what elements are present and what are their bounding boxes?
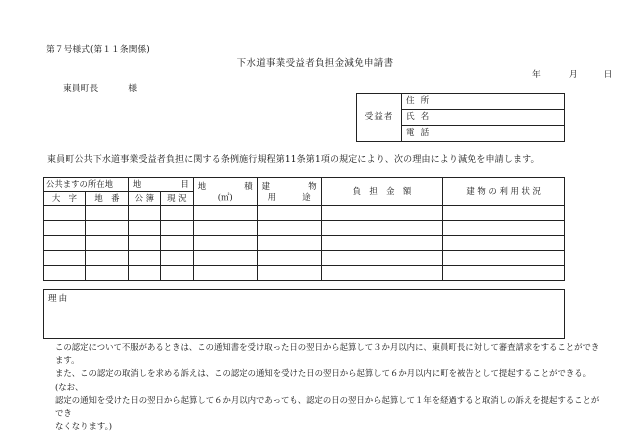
table-cell[interactable]	[257, 236, 321, 251]
table-cell[interactable]	[193, 206, 257, 221]
header-land-category	[128, 178, 193, 192]
table-cell[interactable]	[321, 221, 443, 236]
table-cell[interactable]	[321, 251, 443, 266]
table-cell[interactable]	[257, 251, 321, 266]
table-cell[interactable]	[321, 206, 443, 221]
header-charge-amount: 負 担 金 額	[321, 178, 443, 206]
table-cell[interactable]	[443, 206, 565, 221]
table-cell[interactable]	[85, 266, 128, 281]
applicant-name-field[interactable]	[402, 110, 565, 126]
table-cell[interactable]	[85, 221, 128, 236]
header-land-a: 地	[132, 179, 142, 190]
header-oaza: 大 字	[44, 192, 86, 206]
header-building	[257, 178, 321, 206]
table-row	[44, 266, 565, 281]
date-fields	[532, 70, 612, 81]
header-kobo: 公 簿	[128, 192, 160, 206]
table-cell[interactable]	[193, 266, 257, 281]
date-year: 年	[532, 70, 541, 80]
date-day: 日	[603, 70, 613, 80]
notes	[55, 341, 600, 433]
table-cell[interactable]	[443, 251, 565, 266]
table-cell[interactable]	[160, 236, 193, 251]
table-cell[interactable]	[44, 236, 86, 251]
addressee	[63, 84, 137, 95]
applicant-box	[356, 93, 565, 142]
addressee-honorific: 様	[128, 84, 138, 94]
form-title: 下水道事業受益者負担金減免申請書	[236, 58, 394, 69]
table-cell[interactable]	[160, 266, 193, 281]
note-line: この認定について不服があるときは、この通知書を受け取った日の翌日から起算して３か月以内に、東員町長に対して審査請求をすることができます。	[55, 342, 600, 366]
table-row	[44, 251, 565, 266]
header-area-b: 積	[244, 181, 253, 192]
table-cell[interactable]	[44, 266, 86, 281]
applicant-address-field[interactable]	[402, 94, 565, 110]
table-cell[interactable]	[321, 236, 443, 251]
header-area-unit: (㎡)	[217, 191, 233, 202]
header-chiban: 地 番	[85, 192, 128, 206]
header-building-use: 建 物 の 利 用 状 況	[443, 178, 565, 206]
header-bldg-a: 建	[261, 181, 271, 192]
table-row	[44, 221, 565, 236]
table-cell[interactable]	[85, 236, 128, 251]
reason-label: 理由	[48, 294, 70, 304]
addressee-name: 東員町長	[63, 84, 99, 94]
table-cell[interactable]	[44, 251, 86, 266]
table-cell[interactable]	[443, 236, 565, 251]
table-cell[interactable]	[193, 251, 257, 266]
table-cell[interactable]	[128, 221, 160, 236]
header-location: 公共ますの所在地	[44, 178, 129, 192]
form-number: 第７号様式(第１１条関係)	[46, 45, 150, 55]
header-genkyo: 現 況	[160, 192, 193, 206]
table-cell[interactable]	[128, 266, 160, 281]
table-cell[interactable]	[193, 236, 257, 251]
table-row	[44, 206, 565, 221]
header-bldg-use-b: 途	[302, 191, 311, 202]
reason-box[interactable]	[43, 289, 565, 339]
table-cell[interactable]	[257, 221, 321, 236]
table-cell[interactable]	[128, 236, 160, 251]
applicant-name-label: 氏名	[406, 112, 436, 123]
table-cell[interactable]	[443, 221, 565, 236]
application-statement: 東員町公共下水道事業受益者負担に関する条例施行規程第11条第1項の規定により、次の理由により減免を申請します。	[47, 155, 540, 165]
table-row	[44, 236, 565, 251]
applicant-phone-label: 電話	[406, 128, 436, 139]
table-cell[interactable]	[128, 251, 160, 266]
applicant-group-label: 受益者	[357, 94, 402, 142]
land-table	[43, 177, 565, 281]
table-cell[interactable]	[85, 206, 128, 221]
table-cell[interactable]	[160, 251, 193, 266]
header-area-a: 地	[197, 181, 207, 192]
table-cell[interactable]	[85, 251, 128, 266]
note-line: また、この認定の取消しを求める訴えは、この認定の通知を受けた日の翌日から起算して６か月以内に町を被告として提起することができる。(なお、	[55, 368, 591, 392]
table-cell[interactable]	[128, 206, 160, 221]
table-cell[interactable]	[193, 221, 257, 236]
header-area	[193, 178, 257, 206]
table-cell[interactable]	[257, 266, 321, 281]
table-cell[interactable]	[321, 266, 443, 281]
header-bldg-b: 物	[308, 181, 317, 192]
table-cell[interactable]	[44, 206, 86, 221]
date-month: 月	[568, 70, 578, 80]
header-bldg-use-a: 用	[267, 191, 277, 202]
applicant-phone-field[interactable]	[402, 126, 565, 142]
note-line: 認定の通知を受けた日の翌日から起算して６か月以内であっても、認定の日の翌日から起算して１年を経過すると取消しの訴えを提起することができ	[55, 394, 600, 419]
applicant-address-label: 住所	[406, 96, 436, 107]
table-cell[interactable]	[44, 221, 86, 236]
table-cell[interactable]	[443, 266, 565, 281]
table-cell[interactable]	[160, 221, 193, 236]
note-line: なくなります。)	[55, 421, 113, 432]
table-cell[interactable]	[257, 206, 321, 221]
header-land-b: 目	[180, 179, 189, 190]
table-cell[interactable]	[160, 206, 193, 221]
